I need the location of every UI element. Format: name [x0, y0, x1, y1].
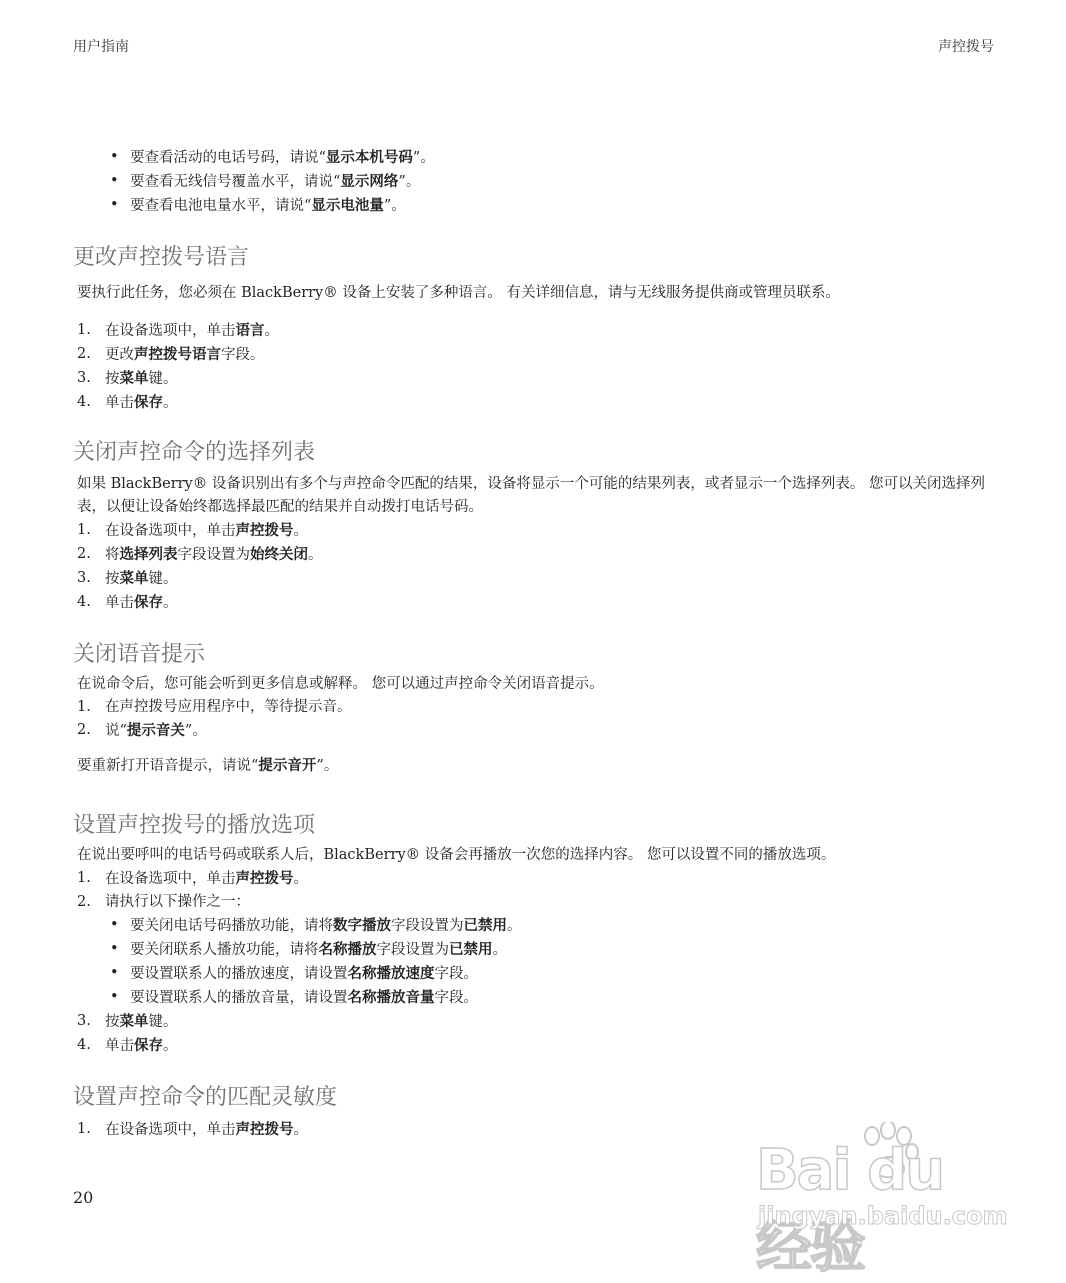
section-paragraph: 如果 BlackBerry® 设备识别出有多个与声控命令匹配的结果，设备将显示一个可能的结果列表，或者显示一个选择列表。 您可以关闭选择列表，以便让设备始终都选择最匹配的结果并自动拨打电话号码。 — [77, 476, 985, 515]
list-item: 1. 在设备选项中，单击语言。 — [77, 322, 279, 339]
list-item: 4. 单击保存。 — [77, 594, 178, 611]
list-item: 1. 在设备选项中，单击声控拨号。 — [77, 870, 308, 887]
header-doc-title: 用户指南 — [73, 39, 129, 55]
page-number: 20 — [73, 1188, 94, 1207]
section-note: 要重新打开语音提示，请说“提示音开”。 — [77, 757, 339, 774]
list-item: • 要查看电池电量水平，请说“显示电池量”。 — [73, 194, 1003, 218]
list-item: • 要关闭联系人播放功能，请将名称播放字段设置为已禁用。 — [73, 938, 1003, 962]
step-list — [73, 696, 1003, 743]
section-paragraph: 在说命令后，您可能会听到更多信息或解释。 您可以通过声控命令关闭语音提示。 — [77, 676, 604, 692]
list-item: 2. 说“提示音关”。 — [77, 722, 207, 739]
baidu-jingyan-watermark — [750, 1122, 1012, 1280]
list-item: 3. 按菜单键。 — [77, 570, 178, 587]
list-item: 1. 在设备选项中，单击声控拨号。 — [77, 1121, 308, 1138]
list-item: 2. 将选择列表字段设置为始终关闭。 — [77, 546, 323, 563]
intro-bullet-list — [73, 146, 1003, 218]
list-item: 1. 在设备选项中，单击声控拨号。 — [77, 522, 308, 539]
section-heading-close-choice-list: 关闭声控命令的选择列表 — [73, 440, 316, 465]
list-item: 3. 按菜单键。 — [77, 370, 178, 387]
list-item: 2. 更改声控拨号语言字段。 — [77, 346, 265, 363]
list-item: • 要关闭电话号码播放功能，请将数字播放字段设置为已禁用。 — [73, 914, 1003, 938]
step-list — [73, 867, 1003, 1058]
list-item: 4. 单击保存。 — [77, 394, 178, 411]
section-heading-playback-options: 设置声控拨号的播放选项 — [73, 813, 316, 838]
list-item: • 要查看无线信号覆盖水平，请说“显示网络”。 — [73, 170, 1003, 194]
list-item: 4. 单击保存。 — [77, 1037, 178, 1054]
section-heading-close-voice-prompts: 关闭语音提示 — [73, 642, 206, 667]
header-chapter-title: 声控拨号 — [938, 39, 994, 55]
step-list — [73, 519, 1003, 615]
section-paragraph: 要执行此任务，您必须在 BlackBerry® 设备上安装了多种语言。 有关详细信息，请与无线服务提供商或管理员联系。 — [77, 285, 840, 301]
sub-bullet-list — [73, 914, 1003, 1010]
list-item: • 要查看活动的电话号码，请说“显示本机号码”。 — [73, 146, 1003, 170]
page-content — [73, 146, 1003, 1142]
section-paragraph: 在说出要呼叫的电话号码或联系人后，BlackBerry® 设备会再播放一次您的选择内容。 您可以设置不同的播放选项。 — [77, 847, 836, 863]
list-item: 3. 按菜单键。 — [77, 1013, 178, 1030]
watermark-url-text: jingyan.baidu.com — [758, 1202, 1008, 1230]
step-list — [73, 319, 1003, 415]
list-item: • 要设置联系人的播放速度，请设置名称播放速度字段。 — [73, 962, 1003, 986]
page-header — [73, 36, 994, 56]
list-item: 2. 请执行以下操作之一： • 要关闭电话号码播放功能，请将数字播放字段设置为已禁用。 • 要关闭联系人播放功能，请将名称播放字段设置为已禁用。 • 要设置联系人的播放速度，请设置名称播放速度字段。 • 要设置联系人的播放音量，请设置名称播放音量字段。 — [73, 891, 1003, 1010]
watermark-logo-text: Bai du 经验 — [756, 1138, 944, 1280]
list-item: • 要设置联系人的播放音量，请设置名称播放音量字段。 — [73, 986, 1003, 1010]
section-heading-match-sensitivity: 设置声控命令的匹配灵敏度 — [73, 1085, 338, 1110]
list-item: 1. 在声控拨号应用程序中，等待提示音。 — [77, 699, 352, 715]
section-heading-change-language: 更改声控拨号语言 — [73, 245, 250, 270]
